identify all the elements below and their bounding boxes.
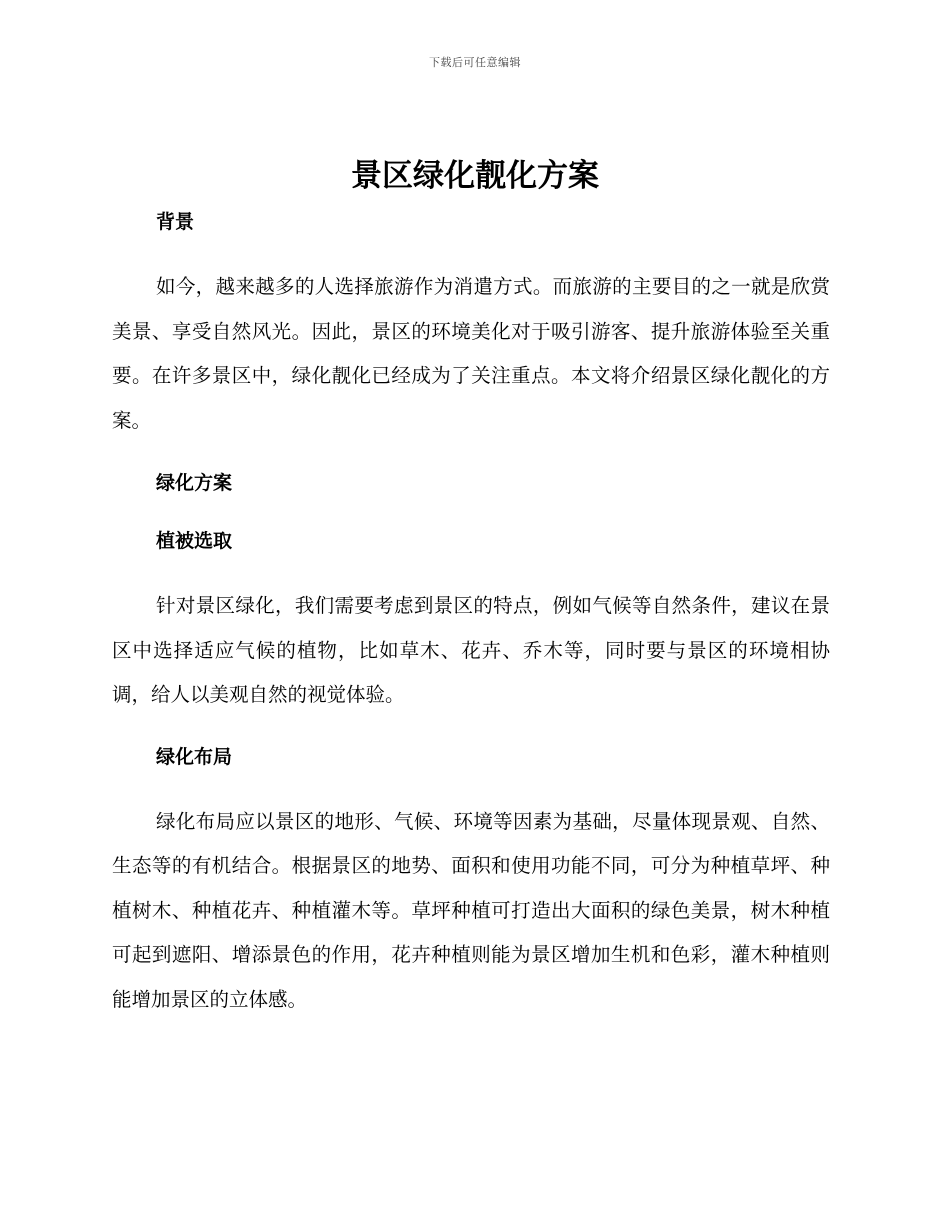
plants-paragraph: 针对景区绿化，我们需要考虑到景区的特点，例如气候等自然条件，建议在景区中选择适应气候的植物，比如草木、花卉、乔木等，同时要与景区的环境相协调，给人以美观自然的视觉体验。: [112, 594, 830, 706]
header-note: 下载后可任意编辑: [429, 56, 521, 69]
section-heading-layout: 绿化布局: [156, 745, 233, 768]
document-body: [112, 208, 830, 1022]
document-title: 景区绿化靓化方案: [351, 158, 599, 194]
section-heading-plants: 植被选取: [156, 530, 233, 552]
intro-paragraph: 如今，越来越多的人选择旅游作为消遣方式。而旅游的主要目的之一就是欣赏美景、享受自然风光。因此，景区的环境美化对于吸引游客、提升旅游体验至关重要。在许多景区中，绿化靓化已经成为了关注重点。本文将介绍景区绿化靓化的方案。: [112, 275, 830, 432]
section-heading-plan: 绿化方案: [156, 472, 233, 494]
section-heading-background: 背景: [156, 211, 195, 233]
layout-paragraph: 绿化布局应以景区的地形、气候、环境等因素为基础，尽量体现景观、自然、生态等的有机结合。根据景区的地势、面积和使用功能不同，可分为种植草坪、种植树木、种植花卉、种植灌木等。草坪种植可打造出大面积的绿色美景，树木种植可起到遮阳、增添景色的作用，花卉种植则能为景区增加生机和色彩，灌木种植则能增加景区的立体感。: [112, 809, 830, 1011]
